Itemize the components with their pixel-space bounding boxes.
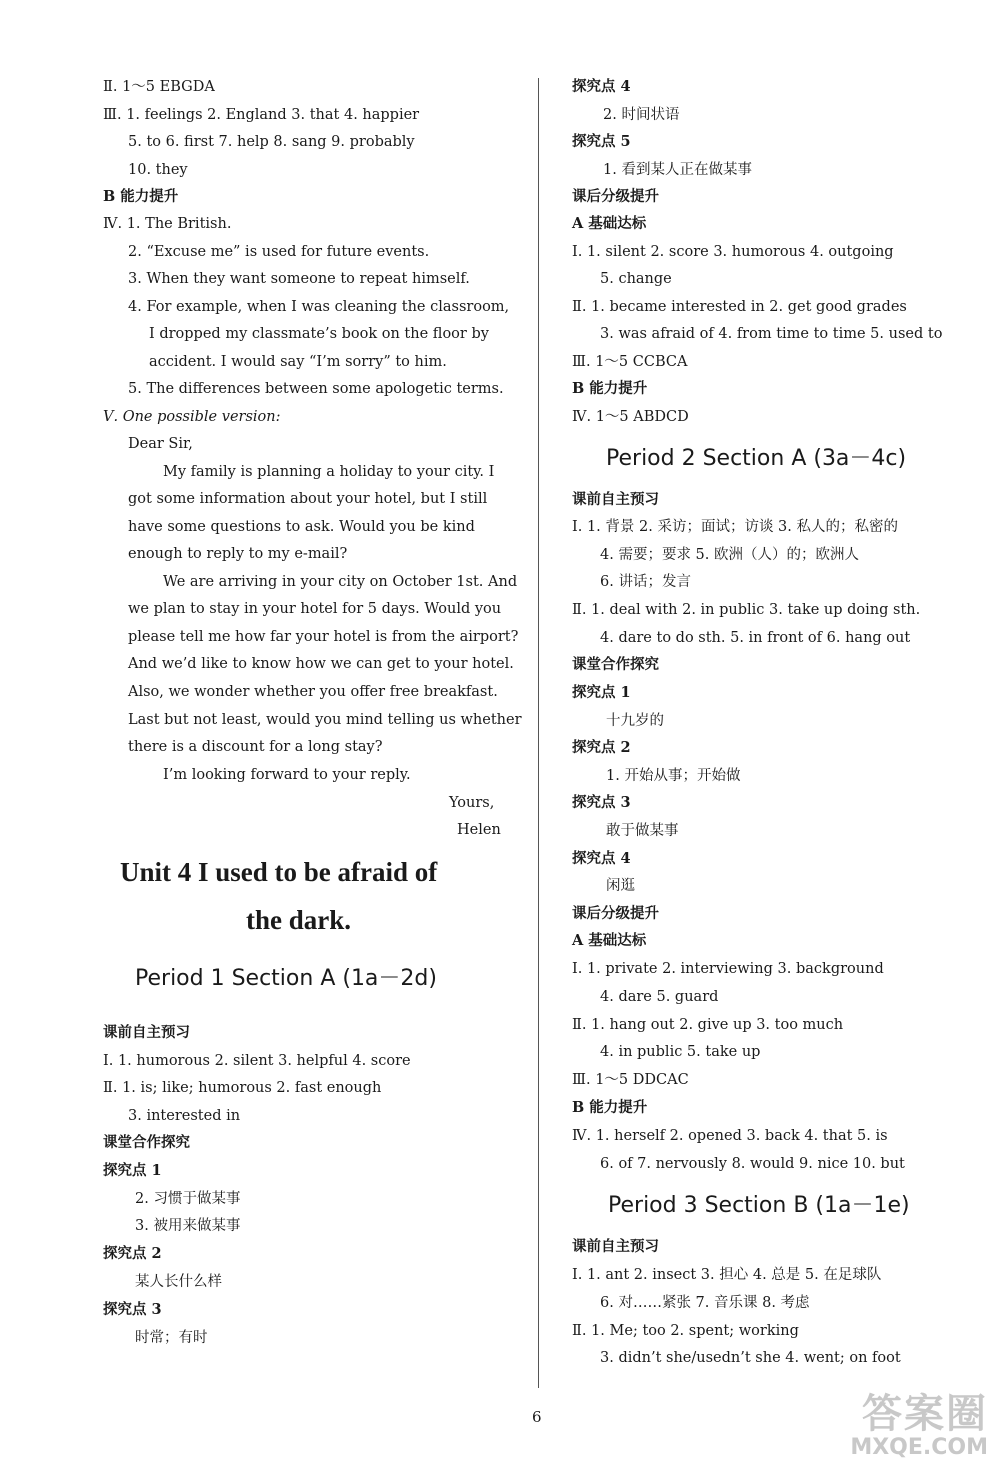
- answer-line: 5. The differences between some apologetic terms.: [128, 381, 504, 397]
- answer-line: 4. dare to do sth. 5. in front of 6. hang out: [600, 630, 911, 646]
- watermark-url: MXQE.COM: [850, 1435, 988, 1460]
- answer-line: 2. 习惯于做某事: [135, 1191, 241, 1207]
- letter-line: got some information about your hotel, but I still: [128, 491, 488, 507]
- answer-line: 10. they: [128, 162, 188, 178]
- answer-line: 闲逛: [606, 878, 635, 894]
- answer-line: 5. change: [600, 271, 672, 287]
- letter-line: please tell me how far your hotel is from the airport?: [128, 629, 519, 645]
- letter-salutation: Dear Sir,: [128, 436, 193, 452]
- section-heading: A 基础达标: [572, 932, 647, 949]
- watermark-logo: [850, 1392, 988, 1460]
- letter-line: have some questions to ask. Would you be kind: [128, 519, 475, 535]
- answer-line: Ⅳ. 1～5 ABDCD: [572, 409, 689, 425]
- period-heading: Period 1 Section A (1a－2d): [135, 966, 437, 991]
- answer-line: Ⅳ. 1. herself 2. opened 3. back 4. that 5. is: [572, 1128, 888, 1144]
- point-heading: 探究点 4: [572, 850, 631, 867]
- point-heading: 探究点 5: [572, 133, 631, 150]
- answer-line: 6. 讲话；发言: [600, 574, 691, 590]
- answer-line: Ⅳ. 1. The British.: [103, 216, 232, 232]
- answer-line: 敢于做某事: [606, 823, 679, 839]
- letter-line: We are arriving in your city on October 1st. And: [163, 574, 518, 590]
- answer-line: 3. interested in: [128, 1108, 241, 1124]
- section-heading: 课后分级提升: [572, 188, 659, 205]
- section-heading: 课堂合作探究: [103, 1134, 190, 1151]
- section-heading: 课前自主预习: [572, 491, 659, 508]
- answer-line: Ⅲ. 1～5 DDCAC: [572, 1072, 689, 1088]
- section-heading: B 能力提升: [103, 188, 179, 205]
- answer-line: Ⅱ. 1. deal with 2. in public 3. take up doing sth.: [572, 602, 921, 618]
- column-divider: [538, 78, 539, 1388]
- answer-line: 6. of 7. nervously 8. would 9. nice 10. but: [600, 1156, 905, 1172]
- letter-line: there is a discount for a long stay?: [128, 739, 383, 755]
- letter-closing: Yours,: [449, 795, 495, 811]
- section-heading: 课堂合作探究: [572, 656, 659, 673]
- section-heading: 课前自主预习: [572, 1238, 659, 1255]
- letter-line: enough to reply to my e-mail?: [128, 546, 348, 562]
- answer-line: Ⅱ. 1. is; like; humorous 2. fast enough: [103, 1080, 382, 1096]
- section-heading: 课后分级提升: [572, 905, 659, 922]
- point-heading: 探究点 2: [103, 1245, 162, 1262]
- answer-line: I dropped my classmate’s book on the floor by: [149, 326, 489, 342]
- point-heading: 探究点 2: [572, 739, 631, 756]
- answer-line: accident. I would say “I’m sorry” to him.: [149, 354, 447, 370]
- answer-line: 某人长什么样: [135, 1274, 222, 1290]
- point-heading: 探究点 4: [572, 78, 631, 95]
- answer-line: Ⅰ. 1. private 2. interviewing 3. background: [572, 961, 884, 977]
- letter-line: My family is planning a holiday to your city. I: [163, 464, 495, 480]
- section-heading: A 基础达标: [572, 215, 647, 232]
- watermark-text: 答案圈: [862, 1391, 988, 1437]
- answer-line: 4. in public 5. take up: [600, 1044, 761, 1060]
- answer-line: 1. 看到某人正在做某事: [603, 162, 752, 178]
- section-heading: B 能力提升: [572, 380, 648, 397]
- page-number: 6: [532, 1408, 542, 1426]
- answer-line: 5. to 6. first 7. help 8. sang 9. probably: [128, 134, 415, 150]
- answer-line: 十九岁的: [606, 713, 664, 729]
- answer-line: 2. 时间状语: [603, 107, 680, 123]
- section-heading: B 能力提升: [572, 1099, 648, 1116]
- point-heading: 探究点 3: [572, 794, 631, 811]
- answer-line: Ⅲ. 1. feelings 2. England 3. that 4. happier: [103, 107, 420, 123]
- answer-line: Ⅱ. 1. Me; too 2. spent; working: [572, 1323, 799, 1339]
- point-heading: 探究点 1: [103, 1162, 162, 1179]
- period-heading: Period 3 Section B (1a－1e): [608, 1193, 910, 1218]
- letter-line: And we’d like to know how we can get to your hotel.: [128, 656, 514, 672]
- answer-line: Ⅴ. One possible version:: [103, 409, 281, 425]
- letter-line: Last but not least, would you mind telling us whether: [128, 712, 522, 728]
- unit-title: Unit 4 I used to be afraid of: [120, 857, 438, 887]
- answer-line: 3. was afraid of 4. from time to time 5. used to: [600, 326, 943, 342]
- point-heading: 探究点 3: [103, 1301, 162, 1318]
- section-heading: 课前自主预习: [103, 1024, 190, 1041]
- answer-line: Ⅰ. 1. ant 2. insect 3. 担心 4. 总是 5. 在足球队: [572, 1267, 882, 1283]
- answer-line: Ⅱ. 1. became interested in 2. get good grades: [572, 299, 907, 315]
- answer-line: 3. didn’t she/usedn’t she 4. went; on foot: [600, 1350, 901, 1366]
- answer-line: Ⅱ. 1～5 EBGDA: [103, 79, 215, 95]
- answer-line: 4. 需要；要求 5. 欧洲（人）的；欧洲人: [600, 547, 859, 563]
- answer-line: 4. dare 5. guard: [600, 989, 719, 1005]
- answer-line: Ⅰ. 1. 背景 2. 采访；面试；访谈 3. 私人的；私密的: [572, 519, 898, 535]
- answer-line: Ⅲ. 1～5 CCBCA: [572, 354, 688, 370]
- answer-line: 3. When they want someone to repeat himself.: [128, 271, 470, 287]
- point-heading: 探究点 1: [572, 684, 631, 701]
- answer-line: 2. “Excuse me” is used for future events.: [128, 244, 430, 260]
- unit-title-line2: the dark.: [246, 905, 352, 935]
- answer-line: Ⅰ. 1. silent 2. score 3. humorous 4. outgoing: [572, 244, 894, 260]
- letter-line: we plan to stay in your hotel for 5 days. Would you: [128, 601, 502, 617]
- answer-line: Ⅱ. 1. hang out 2. give up 3. too much: [572, 1017, 844, 1033]
- answer-line: 6. 对……紧张 7. 音乐课 8. 考虑: [600, 1295, 810, 1311]
- answer-line: 时常；有时: [135, 1330, 208, 1346]
- letter-signature: Helen: [457, 822, 501, 838]
- answer-line: Ⅰ. 1. humorous 2. silent 3. helpful 4. score: [103, 1053, 411, 1069]
- letter-line: Also, we wonder whether you offer free breakfast.: [128, 684, 498, 700]
- letter-line: I’m looking forward to your reply.: [163, 767, 411, 783]
- answer-line: 3. 被用来做某事: [135, 1218, 241, 1234]
- answer-line: 4. For example, when I was cleaning the classroom,: [128, 299, 510, 315]
- period-heading: Period 2 Section A (3a－4c): [606, 446, 907, 471]
- answer-line: 1. 开始从事；开始做: [606, 768, 741, 784]
